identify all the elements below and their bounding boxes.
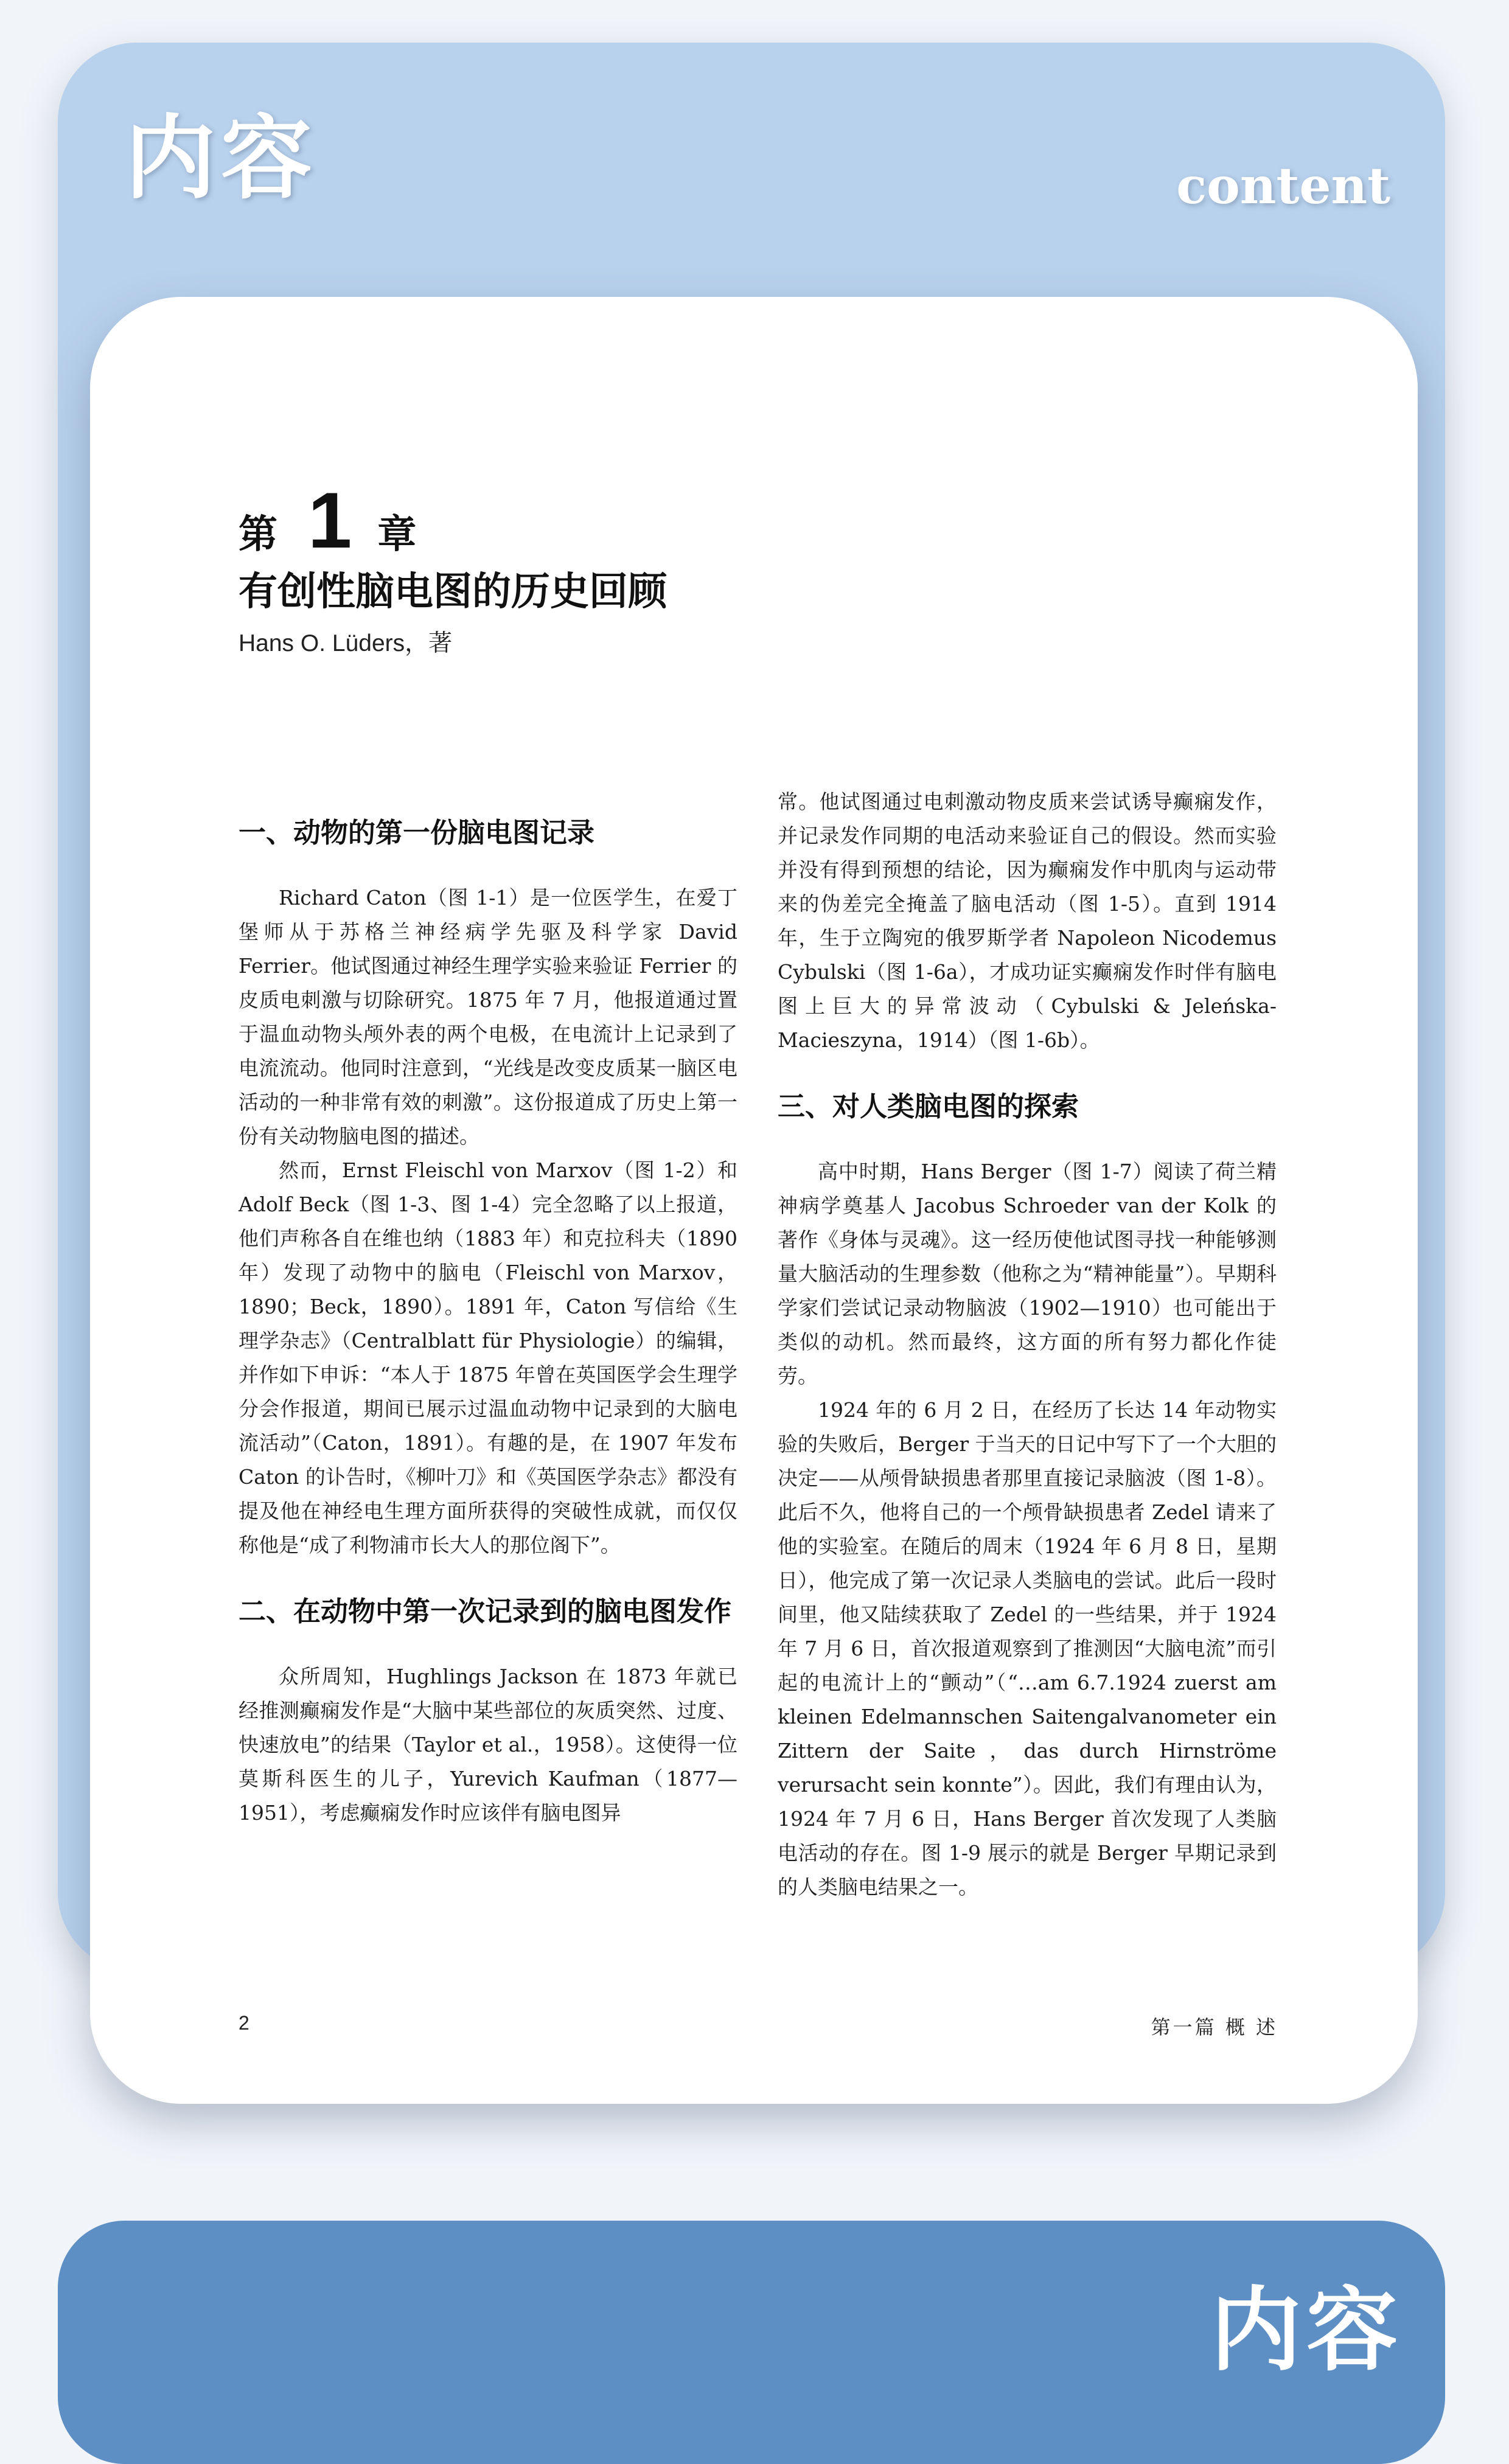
right-column <box>778 785 1277 1904</box>
section-heading-2: 二、在动物中第一次记录到的脑电图发作 <box>239 1595 732 1627</box>
section-heading-3: 三、对人类脑电图的探索 <box>778 1090 1079 1122</box>
paragraph: 1924 年的 6 月 2 日，在经历了长达 14 年动物实验的失败后，Berger 于当天的日记中写下了一个大胆的决定——从颅骨缺损患者那里直接记录脑波（图 1-8）。此后不久，他将自己的一个颅骨缺损患者 Zedel 请来了他的实验室。在随后的周末（1924 年 6 月 8 日，星期日），他完成了第一次记录人类脑电的尝试。此后一段时间里，他又陆续获取了 Zedel 的一些结果，并于 1924 年 7 月 6 日，首次报道观察到了推测因“大脑电流”而引起的电流计上的“颤动”（“…am 6.7.1924 zuerst am kleinen Edelmannschen Saitengalvanometer ein Zittern der Saite，das durch Hirnströme verursacht sein konnte”）。因此，我们有理由认为，1924 年 7 月 6 日，Hans Berger 首次发现了人类脑电活动的存在。图 1-9 展示的就是 Berger 早期记录到的人类脑电结果之一。 <box>778 1398 1277 1899</box>
next-content-card <box>58 2221 1445 2464</box>
section-heading-1: 一、动物的第一份脑电图记录 <box>239 816 595 849</box>
paragraph-continued: 常。他试图通过电刺激动物皮质来尝试诱导癫痫发作，并记录发作同期的电活动来验证自己的假设。然而实验并没有得到预想的结论，因为癫痫发作中肌肉与运动带来的伪差完全掩盖了脑电活动（图 1-5）。直到 1914 年，生于立陶宛的俄罗斯学者 Napoleon Nicodemus Cybulski（图 1-6a），才成功证实癫痫发作时伴有脑电图上巨大的异常波动（Cybulski & Jeleńska-Macieszyna，1914）（图 1-6b）。 <box>778 790 1277 1052</box>
chapter-title: 有创性脑电图的历史回顾 <box>239 569 667 614</box>
paragraph: 众所周知，Hughlings Jackson 在 1873 年就已经推测癫痫发作是“大脑中某些部位的灰质突然、过度、快速放电”的结果（Taylor et al.，1958）。这使得一位莫斯科医生的儿子，Yurevich Kaufman（1877—1951），考虑癫痫发作时应该伴有脑电图异 <box>239 1665 737 1825</box>
header-title: 内容 <box>125 105 318 212</box>
chapter-prefix: 第 <box>239 512 277 557</box>
paragraph: Richard Caton（图 1-1）是一位医学生，在爱丁堡师从于苏格兰神经病学先驱及科学家 David Ferrier。他试图通过神经生理学实验来验证 Ferrier 的皮质电刺激与切除研究。1875 年 7 月，他报道通过置于温血动物头颅外表的两个电极，在电流计上记录到了电流流动。他同时注意到，“光线是改变皮质某一脑区电活动的一种非常有效的刺激”。这份报道成了历史上第一份有关动物脑电图的描述。 <box>239 886 737 1148</box>
left-column <box>239 815 737 1830</box>
chapter-number: 1 <box>308 476 352 565</box>
header-subtitle-en: content <box>1176 157 1390 215</box>
chapter-suffix: 章 <box>377 512 417 557</box>
running-footer: 第一篇 概 述 <box>1151 2016 1278 2039</box>
chapter-heading <box>239 476 417 565</box>
next-card-title: 内容 <box>1210 2277 1403 2384</box>
paragraph: 然而，Ernst Fleischl von Marxov（图 1-2）和 Adolf Beck（图 1-3、图 1-4）完全忽略了以上报道，他们声称各自在维也纳（1883 年）和克拉科夫（1890 年）发现了动物中的脑电（Fleischl von Marxov，1890；Beck，1890）。1891 年，Caton 写信给《生理学杂志》（Centralblatt für Physiologie）的编辑，并作如下申诉：“本人于 1875 年曾在英国医学会生理学分会作报道，期间已展示过温血动物中记录到的大脑电流活动”（Caton，1891）。有趣的是，在 1907 年发布 Caton 的讣告时，《柳叶刀》和《英国医学杂志》都没有提及他在神经电生理方面所获得的突破性成就，而仅仅称他是“成了利物浦市长大人的那位阁下”。 <box>239 1158 737 1557</box>
chapter-author: Hans O. Lüders，著 <box>239 630 453 656</box>
paragraph: 高中时期，Hans Berger（图 1-7）阅读了荷兰精神病学奠基人 Jacobus Schroeder van der Kolk 的著作《身体与灵魂》。这一经历使他试图寻找一种能够测量大脑活动的生理参数（他称之为“精神能量”）。早期科学家们尝试记录动物脑波（1902—1910）也可能出于类似的动机。然而最终，这方面的所有努力都化作徒劳。 <box>778 1160 1277 1388</box>
page-number: 2 <box>239 2012 249 2034</box>
